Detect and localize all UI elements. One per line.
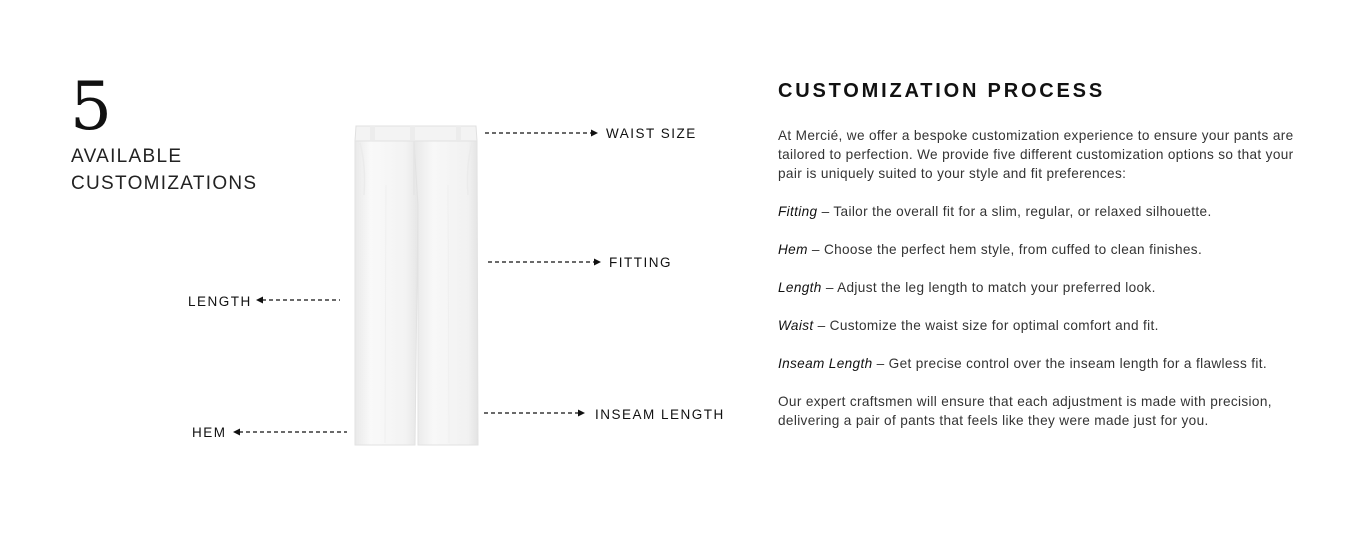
option-length: Length – Adjust the leg length to match your preferred look. [778, 280, 1156, 295]
hem-label: HEM [192, 425, 227, 440]
customization-count: 5 [70, 68, 112, 145]
option-inseam-length: Inseam Length – Get precise control over the inseam length for a flawless fit. [778, 356, 1267, 371]
count-caption [71, 143, 331, 197]
fitting-label: FITTING [609, 255, 672, 270]
waist-size-arrow [485, 133, 599, 135]
option-description: Tailor the overall fit for a slim, regular, or relaxed silhouette. [833, 204, 1212, 219]
option-description: Customize the waist size for optimal comfort and fit. [829, 318, 1159, 333]
option-name: Length [778, 280, 822, 295]
hem-arrow [233, 432, 347, 434]
count-caption-line1: AVAILABLE [71, 146, 183, 167]
section-title: CUSTOMIZATION PROCESS [778, 80, 1105, 102]
option-name: Fitting [778, 204, 818, 219]
inseam-length-label: INSEAM LENGTH [595, 407, 725, 422]
option-name: Inseam Length [778, 356, 873, 371]
inseam-length-arrow [484, 413, 586, 415]
pants-image [352, 125, 482, 452]
option-description: Choose the perfect hem style, from cuffed to clean finishes. [823, 242, 1203, 257]
length-label: LENGTH [188, 294, 252, 309]
option-description: Get precise control over the inseam length for a flawless fit. [888, 356, 1267, 371]
intro-paragraph: At Mercié, we offer a bespoke customization experience to ensure your pants are tailored to perfection. We provide five different customization options so that your pair is uniquely suited to your style and fit preferences: [778, 128, 1294, 181]
fitting-arrow [488, 262, 602, 264]
closing-paragraph: Our expert craftsmen will ensure that each adjustment is made with precision, delivering a pair of pants that feels like they were made just for you. [778, 394, 1272, 428]
option-description: Adjust the leg length to match your preferred look. [837, 280, 1156, 295]
option-name: Waist [778, 318, 814, 333]
length-arrow [256, 300, 340, 302]
count-caption-line2: CUSTOMIZATIONS [71, 173, 258, 194]
process-description [778, 126, 1303, 449]
option-waist: Waist – Customize the waist size for optimal comfort and fit. [778, 318, 1159, 333]
option-name: Hem [778, 242, 808, 257]
option-fitting: Fitting – Tailor the overall fit for a slim, regular, or relaxed silhouette. [778, 204, 1212, 219]
option-hem: Hem – Choose the perfect hem style, from cuffed to clean finishes. [778, 242, 1203, 257]
waist-size-label: WAIST SIZE [606, 126, 697, 141]
